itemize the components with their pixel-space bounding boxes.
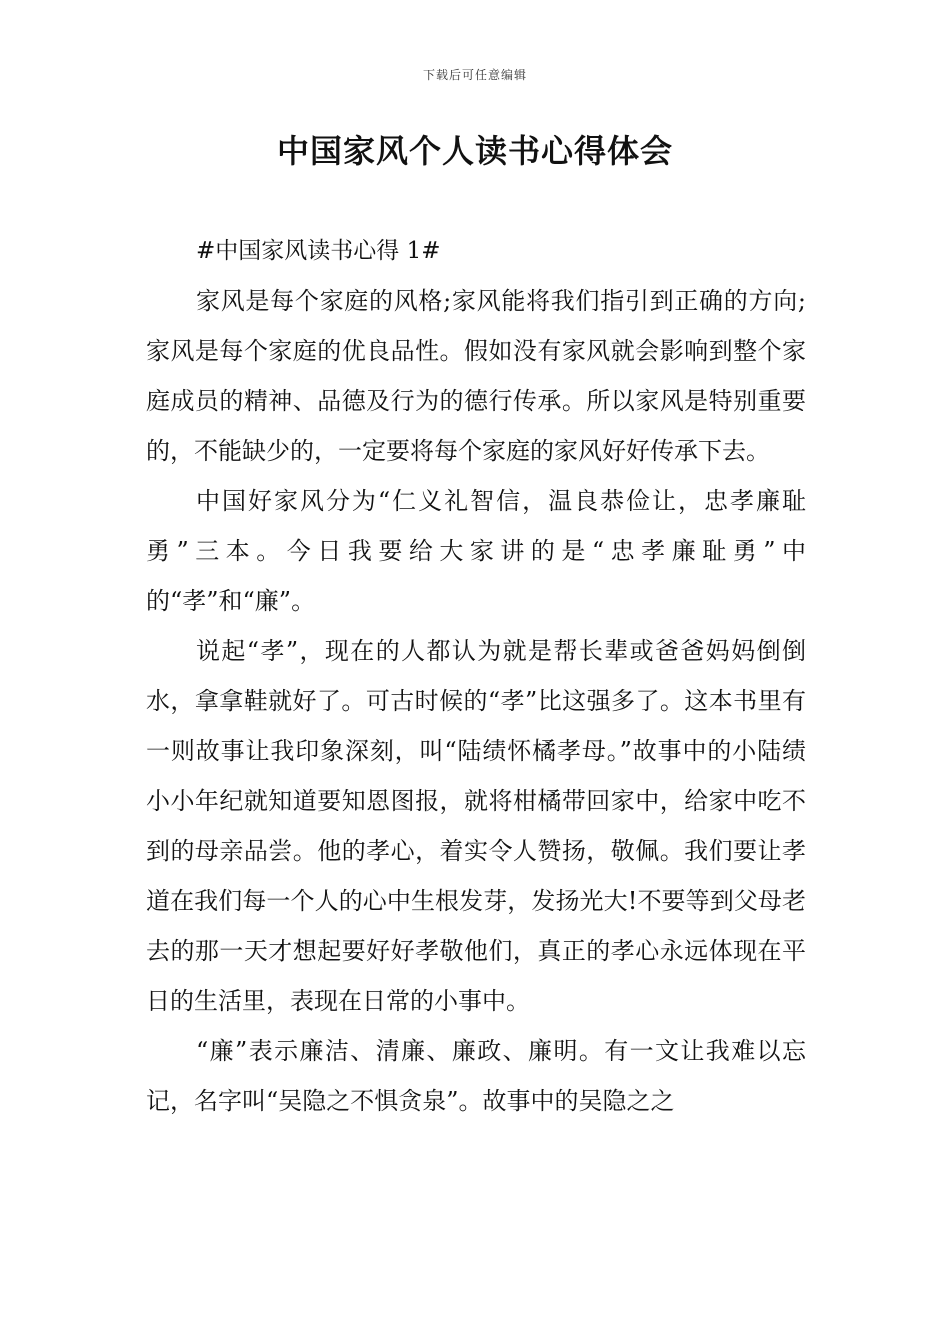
document-title: 中国家风个人读书心得体会 <box>276 132 673 170</box>
paragraph-filial-piety: 说起“孝”，现在的人都认为就是帮长辈或爸爸妈妈倒倒水，拿拿鞋就好了。可古时候的“孝”比这强多了。这本书里有一则故事让我印象深刻，叫“陆绩怀橘孝母。”故事中的小陆绩小小年纪就知道要知恩图报，就将柑橘带回家中，给家中吃不到的母亲品尝。他的孝心，着实令人赞扬，敬佩。我们要让孝道在我们每一个人的心中生根发芽，发扬光大!不要等到父母老去的那一天才想起要好好孝敬他们，真正的孝心永远体现在平日的生活里，表现在日常的小事中。 <box>146 637 806 1015</box>
paragraph-chinese-family-values: 中国好家风分为“仁义礼智信，温良恭俭让，忠孝廉耻勇”三本。今日我要给大家讲的是“忠孝廉耻勇”中的“孝”和“廉”。 <box>146 487 806 615</box>
section-subheading: #中国家风读书心得 1# <box>196 238 441 264</box>
paragraph-family-style: 家风是每个家庭的风格;家风能将我们指引到正确的方向;家风是每个家庭的优良品性。假如没有家风就会影响到整个家庭成员的精神、品德及行为的德行传承。所以家风是特别重要的，不能缺少的，一定要将每个家庭的家风好好传承下去。 <box>146 287 806 465</box>
document-body <box>146 226 806 1126</box>
paragraph-integrity: “廉”表示廉洁、清廉、廉政、廉明。有一文让我难以忘记，名字叫“吴隐之不惧贪泉”。故事中的吴隐之之 <box>146 1037 806 1115</box>
page-header-note: 下载后可任意编辑 <box>422 68 527 82</box>
